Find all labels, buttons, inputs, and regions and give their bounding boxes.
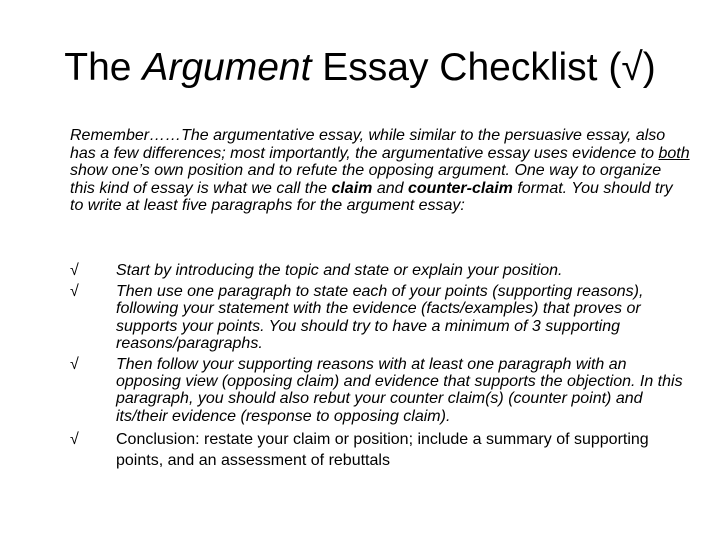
checklist	[70, 262, 690, 475]
checklist-item-text: Start by introducing the topic and state or explain your position.	[116, 262, 563, 279]
checkmark-icon: √	[70, 430, 79, 448]
checklist-item-text: Conclusion: restate your claim or position; include a summary of supporting points, and an assessment of rebuttals	[116, 430, 649, 469]
title-part-3: Essay Checklist (√)	[311, 46, 656, 89]
intro-seg-7: format. You should try to write at least five paragraphs for the argument essay:	[70, 179, 673, 215]
intro-counter-claim-word: counter-claim	[407, 179, 513, 197]
checklist-item-introduction	[70, 262, 690, 279]
checklist-item-text: Then follow your supporting reasons with at least one paragraph with an opposing view (opposing claim) and evidence that supports the objection. In this paragraph, you should also rebut your counter claim(s) (counter point) and its/their evidence (response to opposing claim).	[116, 356, 683, 425]
checklist-item-opposing-view	[70, 356, 690, 425]
intro-seg-1: Remember……The argumentative essay, while similar to the persuasive essay, also has a few differences; most importantly, the argumentative essay uses evidence to	[70, 127, 666, 162]
intro-seg-3: show one’s own position and to refute the opposing argument. One way to organize this kind of essay is what we call the	[70, 162, 662, 197]
checklist-item-text: Then use one paragraph to state each of your points (supporting reasons), following your statement with the evidence (facts/examples) that proves or supports your points. You should try to have a minimum of 3 supporting reasons/paragraphs.	[116, 283, 644, 352]
intro-underlined-word: both	[658, 144, 690, 162]
checkmark-icon: √	[70, 356, 79, 374]
checklist-item-supporting-reasons	[70, 283, 690, 352]
intro-seg-5: and	[372, 179, 408, 197]
intro-claim-word: claim	[331, 179, 373, 197]
checklist-item-conclusion	[70, 429, 690, 471]
checkmark-icon: √	[70, 283, 79, 301]
checkmark-icon: √	[70, 262, 79, 279]
title-part-1: The	[64, 46, 143, 89]
intro-paragraph	[70, 127, 690, 215]
title-argument-word: Argument	[142, 46, 312, 89]
slide-title	[0, 44, 720, 92]
